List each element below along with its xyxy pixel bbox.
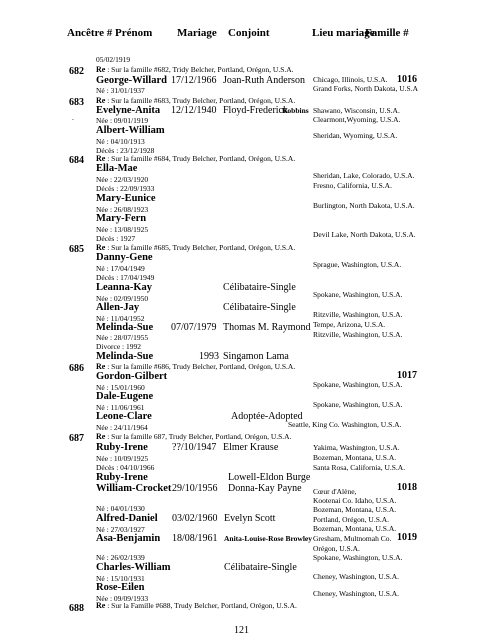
entry-line: Née : 13/08/1925 [96,225,149,234]
entry-line: Re : Sur la famille #685, Trudy Belcher, Portland, Orégon, U.S.A. [96,243,296,252]
entry-line: Né : 17/04/1949 [96,264,145,273]
entry-line: Leanna-Kay [96,282,153,293]
entry-line: Né : 11/06/1961 [96,403,145,412]
entry-line: Charles-William [96,562,171,573]
entry-line: Célibataire-Single [223,282,296,293]
entry-line: 686 [69,363,84,374]
entry-line: Alfred-Daniel [96,513,158,524]
entry-line: Sprague, Washington, U.S.A. [313,260,402,269]
header-famille: Famille # [365,27,409,39]
entry-line: Floyd-Frederick [223,105,288,116]
entry-line: Né : 04/01/1930 [96,504,145,513]
page-number: 121 [234,625,249,636]
entry-line: Dale-Eugene [96,391,154,402]
entry-line: Cheney, Washington, U.S.A. [313,572,400,581]
entry-line: George-Willard [96,75,167,86]
entry-line: Cheney, Washington, U.S.A. [313,589,400,598]
entry-line-bold: Re [96,154,106,163]
entry-line: Re : Sur la famille #686, Trudy Belcher, Portland, Orégon, U.S.A. [96,362,296,371]
entry-line: 684 [69,155,84,166]
entry-line-bold: Re [96,601,106,610]
entry-line: Spokane, Washington, U.S.A. [313,553,403,562]
entry-line: Né : 15/01/1960 [96,383,145,392]
entry-line: Né : 26/02/1939 [96,553,145,562]
entry-line: 1019 [397,532,417,543]
entry-line: Tempe, Arizona, U.S.A. [313,320,386,329]
entry-line: 683 [69,97,84,108]
entry-line: Divorce : 1992 [96,342,141,351]
entry-line: Célibataire-Single [224,562,297,573]
entry-line: 03/02/1960 [172,513,218,524]
entry-line-bold: Anita-Louise-Rose Browley [224,534,312,543]
entry-line: Orégon, U.S.A. [313,544,360,553]
entry-line: Re : Sur la famille #682, Tridy Belcher, Portland, Orégon, U.S.A. [96,65,294,74]
entry-line: 18/08/1961 [172,533,218,544]
entry-line: 17/12/1966 [171,75,217,86]
entry-line: Né : 27/03/1927 [96,525,145,534]
entry-line: 1016 [397,74,417,85]
entry-line: 685 [69,244,84,255]
entry-line: Re : Sur la famille #683, Trudy Belcher, Portland, Orégon, U.S.A. [96,96,296,105]
entry-line: Né : 11/04/1952 [96,314,145,323]
entry-line: 682 [69,66,84,77]
entry-line: Albert-William [96,125,165,136]
entry-line: Fresno, California, U.S.A. [313,181,392,190]
entry-line: 688 [69,603,84,614]
entry-line: Devil Lake, North Dakota, U.S.A. [313,230,416,239]
entry-line: Melinda-Sue [96,351,154,362]
entry-line: Lowell-Eldon Burge [228,472,311,483]
entry-line: Portland, Orégon, U.S.A. [313,515,390,524]
entry-line: Né : 04/10/1913 [96,137,145,146]
entry-line: Née : 28/07/1955 [96,333,149,342]
entry-line: Chicago, Illinois, U.S.A. [313,75,388,84]
entry-line: Gordon-Gilbert [96,371,168,382]
entry-line: Bozeman, Montana, U.S.A. [313,505,397,514]
entry-line: Décès : 1927 [96,234,136,243]
entry-line-bold: Re [96,65,106,74]
entry-line-bold: Re [96,96,106,105]
entry-line: Sheridan, Lake, Colorado, U.S.A. [313,171,415,180]
entry-line: Thomas M. Raymond [223,322,311,333]
entry-line-bold: Re [96,362,106,371]
entry-line: Ritzville, Washington, U.S.A. [313,310,403,319]
entry-line: Décès : 22/09/1933 [96,184,155,193]
entry-line: Décès : 23/12/1928 [96,146,155,155]
header-lieu: Lieu mariage [312,27,375,39]
header-mariage: Mariage [177,27,217,39]
entry-line: Re : Sur la famille #684, Trudy Belcher, Portland, Orégon, U.S.A. [96,154,296,163]
entry-line: 1993 [199,351,219,362]
entry-line: 05/02/1919 [96,55,131,64]
entry-line: Ruby-Irene [96,472,148,483]
entry-line: Shawano, Wisconsin, U.S.A. [313,106,400,115]
entry-line: Née : 09/09/1933 [96,594,149,603]
entry-line: William-Crocket [96,483,172,494]
entry-line: Yakima, Washington, U.S.A. [313,443,400,452]
entry-line: Clearmont,Wyoming, U.S.A. [313,115,401,124]
entry-line: Allen-Jay [96,302,140,313]
entry-line: Née : 09/01/1919 [96,116,149,125]
entry-line: Cœur d'Alène, [313,487,357,496]
entry-line: Célibataire-Single [223,302,296,313]
entry-line: Ruby-Irene [96,442,148,453]
entry-line: Né : 31/01/1937 [96,86,145,95]
entry-line: Donna-Kay Payne [228,483,302,494]
entry-line-bold: Robbins [282,106,309,115]
entry-line: Mary-Fern [96,213,147,224]
entry-line: Bozeman, Montana, U.S.A. [313,524,397,533]
entry-line: Née : 10/09/1925 [96,454,149,463]
entry-line: Spokane, Washington, U.S.A. [313,400,403,409]
entry-line: Née : 24/11/1964 [96,423,148,432]
entry-line: Elmer Krause [223,442,279,453]
entry-line: Kootenai Co. Idaho, U.S.A. [313,496,397,505]
entry-line: 07/07/1979 [171,322,217,333]
entry-line-bold: Re [96,432,106,441]
entry-line: Leone-Clare [96,411,152,422]
entry-line: Ritzville, Washington, U.S.A. [313,330,403,339]
entry-line: Re : Sur la Famille #688, Trudy Belcher, Portland, Orégon, U.S.A. [96,601,297,610]
entry-line: Né : 15/10/1931 [96,574,145,583]
entry-line: Née : 02/09/1950 [96,294,149,303]
entry-line [282,107,309,115]
entry-line: Gresham, Multnomah Co. [313,534,392,543]
entry-line: Rose-Eilen [96,582,145,593]
entry-line [224,535,312,543]
entry-line: 1018 [397,482,417,493]
entry-line: Mary-Eunice [96,193,156,204]
header-ancetre: Ancêtre # [67,27,113,39]
entry-line: Santa Rosa, California, U.S.A. [313,463,406,472]
entry-line: Décès : 17/04/1949 [96,273,155,282]
header-conjoint: Conjoint [228,27,270,39]
entry-line: Spokane, Washington, U.S.A. [313,290,403,299]
entry-line: Melinda-Sue [96,322,154,333]
entry-line: Décès : 04/10/1966 [96,463,155,472]
entry-line: Spokane, Washington, U.S.A. [313,380,403,389]
entry-line: Bozeman, Montana, U.S.A. [313,453,397,462]
entry-line: Danny-Gene [96,252,153,263]
entry-line: 29/10/1956 [172,483,218,494]
entry-line: Née : 22/03/1920 [96,175,149,184]
entry-line: Burlington, North Dakota, U.S.A. [313,201,415,210]
entry-line: Asa-Benjamin [96,533,161,544]
entry-line: Singamon Lama [223,351,289,362]
entry-line: . [72,113,74,122]
entry-line: Evelyn Scott [224,513,276,524]
entry-line: Grand Forks, North Dakota, U.S.A [313,84,418,93]
entry-line-bold: Re [96,243,106,252]
entry-line: Evelyne-Anita [96,105,161,116]
entry-line: ??/10/1947 [172,442,217,453]
entry-line: Adoptée-Adopted [231,411,303,422]
entry-line: Re : Sur la famille 687, Trudy Belcher, Portland, Orégon, U.S.A. [96,432,292,441]
entry-line: 687 [69,433,84,444]
header-prenom: Prénom [115,27,153,39]
entry-line: Ella-Mae [96,163,138,174]
entry-line: Seattle, King Co. Washington, U.S.A. [288,420,402,429]
entry-line: Née : 26/08/1923 [96,205,149,214]
entry-line: 12/12/1940 [171,105,217,116]
entry-line: Sheridan, Wyoming, U.S.A. [313,131,398,140]
entry-line: Joan-Ruth Anderson [223,75,305,86]
entry-line: 1017 [397,370,417,381]
